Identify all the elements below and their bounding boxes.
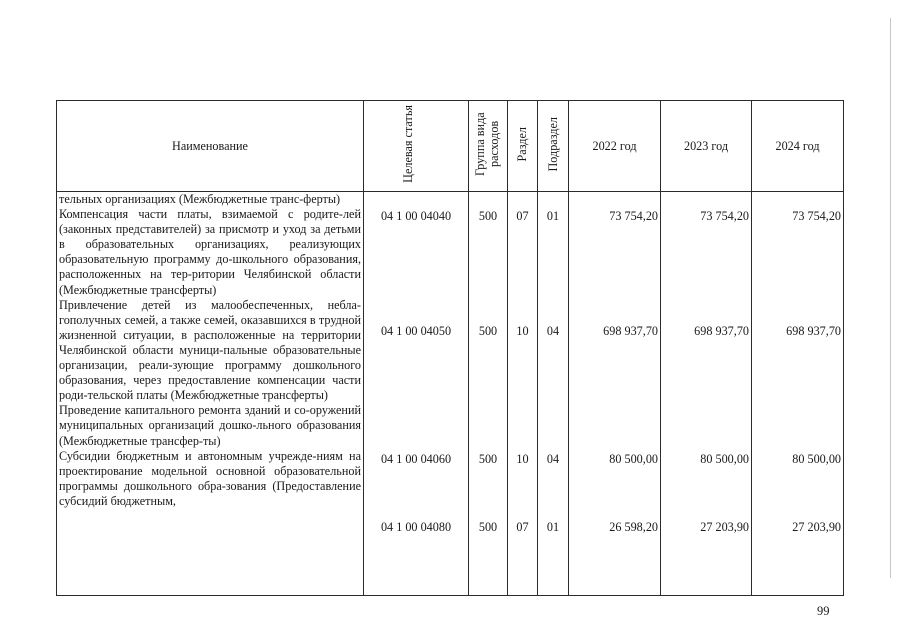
name-column [57,192,364,596]
header-row [57,101,844,192]
target-article-value: 04 1 00 04040 [380,209,452,223]
amount-2022: 80 500,00 [609,452,658,466]
amount-2024: 698 937,70 [786,324,841,338]
year-2023-column [661,192,752,596]
expense-group-value: 500 [478,324,498,338]
header-2022: 2022 год [569,101,661,192]
amount-2023: 698 937,70 [694,324,749,338]
expense-group-value: 500 [478,520,498,534]
row-name-text: Привлечение детей из малообеспеченных, небла-гополучных семей, а также семей, оказавшихся в трудной жизненной ситуации, в расположенные на территории Челябинской области муници-пальные образовательные организации, реали-зующие программу дошкольного образования, через предоставление компенсации части роди-тельской платы (Межбюджетные трансферты) [59,297,361,403]
amount-2023: 73 754,20 [700,209,749,223]
budget-table [56,100,844,596]
section-value: 07 [516,209,529,223]
amount-2022: 698 937,70 [603,324,658,338]
header-2024: 2024 год [752,101,844,192]
header-target-article: Целевая статья [364,101,469,192]
target-article-value: 04 1 00 04060 [380,452,452,466]
header-2023: 2023 год [661,101,752,192]
section-column [508,192,538,596]
subsection-value: 04 [546,324,560,338]
section-value: 10 [516,452,529,466]
row-name-text: Субсидии бюджетным и автономным учрежде-ниям на проектирование модельной основной образовательной программы дошкольного обра-зования (Предоставление субсидий бюджетным, [59,448,361,508]
row-name-text: Компенсация части платы, взимаемой с родите-лей (законных представителей) за присмотр и уход за детьми в образовательных организациях, реализующих образовательную программу до-школьного образования, расположенных на тер-ритории Челябинской области (Межбюджетные трансферты) [59,207,361,297]
target-article-column [364,192,469,596]
amount-2024: 73 754,20 [792,209,841,223]
year-2022-column [569,192,661,596]
amount-2022: 26 598,20 [609,520,658,534]
subsection-column [538,192,569,596]
amount-2023: 80 500,00 [700,452,749,466]
row-name-text: Проведение капитального ремонта зданий и со-оружений муниципальных организаций дошко-льного образования (Межбюджетные трансфер-ты) [59,403,361,448]
target-article-value: 04 1 00 04050 [380,324,452,338]
header-subsection: Подраздел [538,101,569,192]
page-number: 99 [817,604,830,618]
expense-group-value: 500 [478,209,498,223]
subsection-value: 01 [546,209,560,223]
expense-group-column [469,192,508,596]
subsection-value: 01 [546,520,560,534]
section-value: 07 [516,520,529,534]
expense-group-value: 500 [478,452,498,466]
subsection-value: 04 [546,452,560,466]
row-name-text: тельных организациях (Межбюджетные транс-ферты) [59,192,341,206]
amount-2023: 27 203,90 [700,520,749,534]
header-name: Наименование [57,101,364,192]
target-article-value: 04 1 00 04080 [380,520,452,534]
year-2024-column [752,192,844,596]
amount-2024: 27 203,90 [792,520,841,534]
header-section: Раздел [508,101,538,192]
amount-2022: 73 754,20 [609,209,658,223]
page-edge-line [890,18,891,578]
table-row [57,192,844,596]
amount-2024: 80 500,00 [792,452,841,466]
header-expense-group: Группа вида расходов [469,101,508,192]
section-value: 10 [516,324,529,338]
